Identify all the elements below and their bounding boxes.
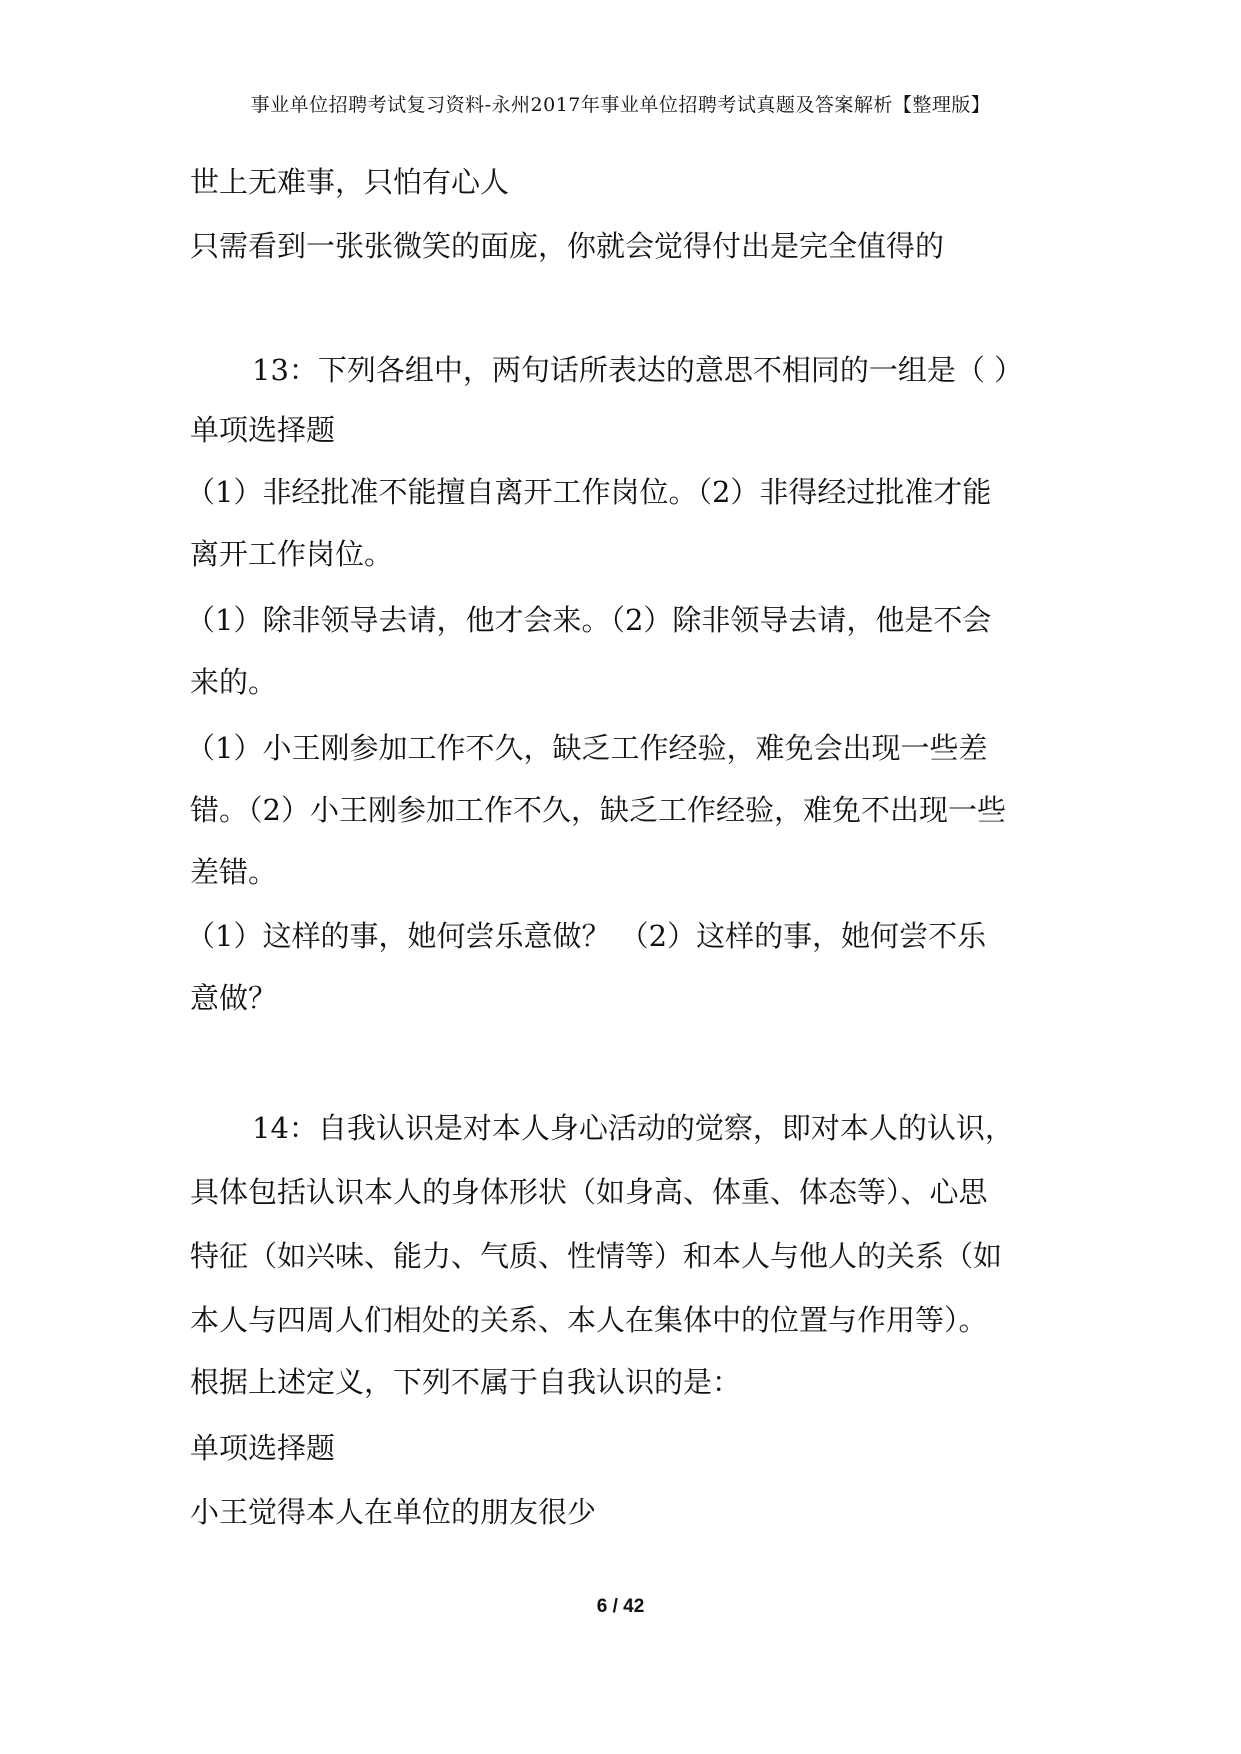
page-number: 6 / 42 — [596, 1596, 645, 1617]
document-body — [186, 150, 1070, 1450]
q14-question-line-5: 根据上述定义，下列不属于自我认识的是： — [190, 1365, 742, 1399]
q14-question-line-2: 具体包括认识本人的身体形状（如身高、体重、体态等）、心思 — [190, 1175, 988, 1209]
q13-option-3-line-2: 错。（2）小王刚参加工作不久，缺乏工作经验，难免不出现一些 — [190, 793, 1006, 827]
q14-question-line-1: 14：自我认识是对本人身心活动的觉察，即对本人的认识， — [252, 1111, 1014, 1145]
q13-option-1-line-2: 离开工作岗位。 — [190, 537, 394, 571]
q13-option-2-line-2: 来的。 — [190, 665, 278, 699]
q13-type: 单项选择题 — [190, 413, 336, 447]
q14-question-line-3: 特征（如兴味、能力、气质、性情等）和本人与他人的关系（如 — [190, 1239, 1003, 1273]
prev-option-2: 只需看到一张张微笑的面庞，你就会觉得付出是完全值得的 — [190, 229, 945, 263]
q13-option-4-line-2: 意做？ — [190, 981, 278, 1015]
q14-question-line-4: 本人与四周人们相处的关系、本人在集体中的位置与作用等）。 — [190, 1303, 988, 1337]
q13-option-2-line-1: （1）除非领导去请，他才会来。（2）除非领导去请，他是不会 — [186, 603, 992, 637]
q13-question: 13：下列各组中，两句话所表达的意思不相同的一组是（ ） — [252, 353, 1024, 387]
document-header: 事业单位招聘考试复习资料-永州2017年事业单位招聘考试真题及答案解析【整理版】 — [250, 94, 991, 116]
q14-tail — [190, 1416, 1070, 1556]
q13-option-1-line-1: （1）非经批准不能擅自离开工作岗位。（2）非得经过批准才能 — [186, 475, 992, 509]
prev-option-1: 世上无难事，只怕有心人 — [190, 165, 510, 199]
q13-option-4-line-1: （1）这样的事，她何尝乐意做？ （2）这样的事，她何尝不乐 — [186, 919, 987, 953]
q14-option-1: 小王觉得本人在单位的朋友很少 — [190, 1495, 597, 1529]
q13-option-3-line-3: 差错。 — [190, 855, 278, 889]
q14-type: 单项选择题 — [190, 1431, 336, 1465]
q13-option-3-line-1: （1）小王刚参加工作不久，缺乏工作经验，难免会出现一些差 — [186, 731, 988, 765]
